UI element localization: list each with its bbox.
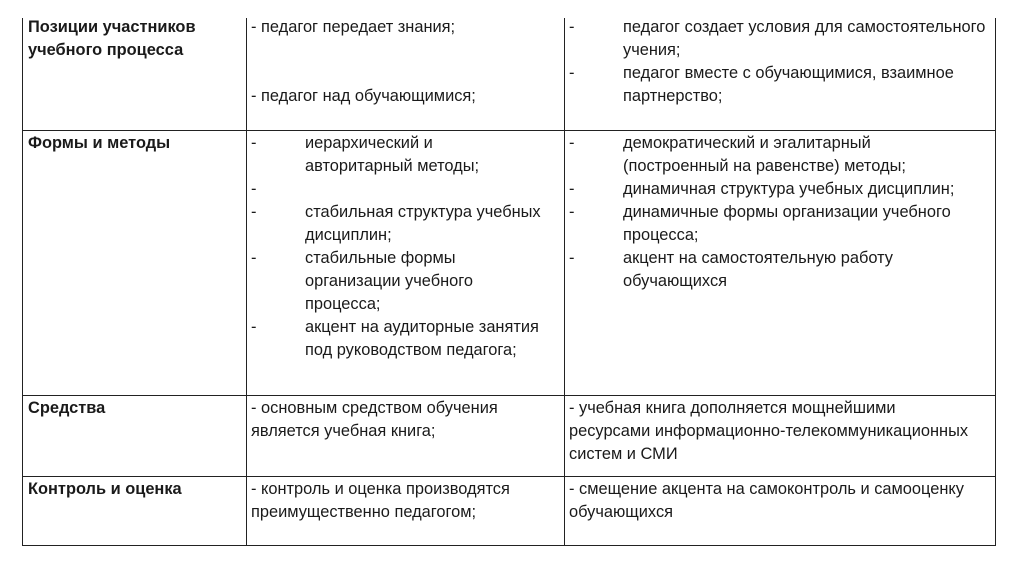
row3-col3-text: - учебная книга дополняется мощнейшими ресурсами информационно-телекоммуникационных систем и СМИ xyxy=(569,399,969,463)
table-border-bottom xyxy=(22,545,996,546)
row-divider-1 xyxy=(22,130,996,131)
row2-col2 xyxy=(251,132,541,362)
row2-col3 xyxy=(569,132,969,293)
row2-col3-item-1: - демократический и эгалитарный (построенный на равенстве) методы; xyxy=(569,134,906,175)
row-heading-means: Средства xyxy=(28,399,106,417)
row-heading-positions: Позиции участников учебного процесса xyxy=(28,18,196,59)
row1-col3 xyxy=(569,16,989,108)
row2-col2-item-4: - стабильные формы организации учебного процесса; xyxy=(251,249,474,313)
row2-col2-item-3: - стабильная структура учебных дисциплин; xyxy=(251,203,541,244)
table-border-left xyxy=(22,18,23,546)
row-heading-forms-methods: Формы и методы xyxy=(28,134,171,152)
row2-col3-item-3: - динамичные формы организации учебного процесса; xyxy=(569,203,951,244)
row2-col2-item-2: - xyxy=(251,180,257,198)
table-border-right xyxy=(995,18,996,546)
row1-col2-item-2: - педагог над обучающимися; xyxy=(251,87,476,105)
row2-col2-item-1: - иерархический и авторитарный методы; xyxy=(251,134,480,175)
row1-col2 xyxy=(251,16,551,108)
row1-col2-item-1: - педагог передает знания; xyxy=(251,18,456,36)
row4-col2-text: - контроль и оценка производятся преимущественно педагогом; xyxy=(251,480,510,521)
row1-col3-item-1: - педагог создает условия для самостоятельного учения; xyxy=(569,18,986,59)
table-divider-col3 xyxy=(564,18,565,546)
row-heading-control: Контроль и оценка xyxy=(28,480,182,498)
row1-col3-item-2: - педагог вместе с обучающимися, взаимное партнерство; xyxy=(569,64,954,105)
row-divider-2 xyxy=(22,395,996,396)
row2-col2-item-5: - акцент на аудиторные занятия под руководством педагога; xyxy=(251,318,539,359)
row-divider-3 xyxy=(22,476,996,477)
row4-col3-text: - смещение акцента на самоконтроль и самооценку обучающихся xyxy=(569,480,964,521)
row3-col2-text: - основным средством обучения является учебная книга; xyxy=(251,399,498,440)
row2-col3-item-4: - акцент на самостоятельную работу обучающихся xyxy=(569,249,893,290)
table-divider-col2 xyxy=(246,18,247,546)
row2-col3-item-2: - динамичная структура учебных дисциплин; xyxy=(569,180,955,198)
